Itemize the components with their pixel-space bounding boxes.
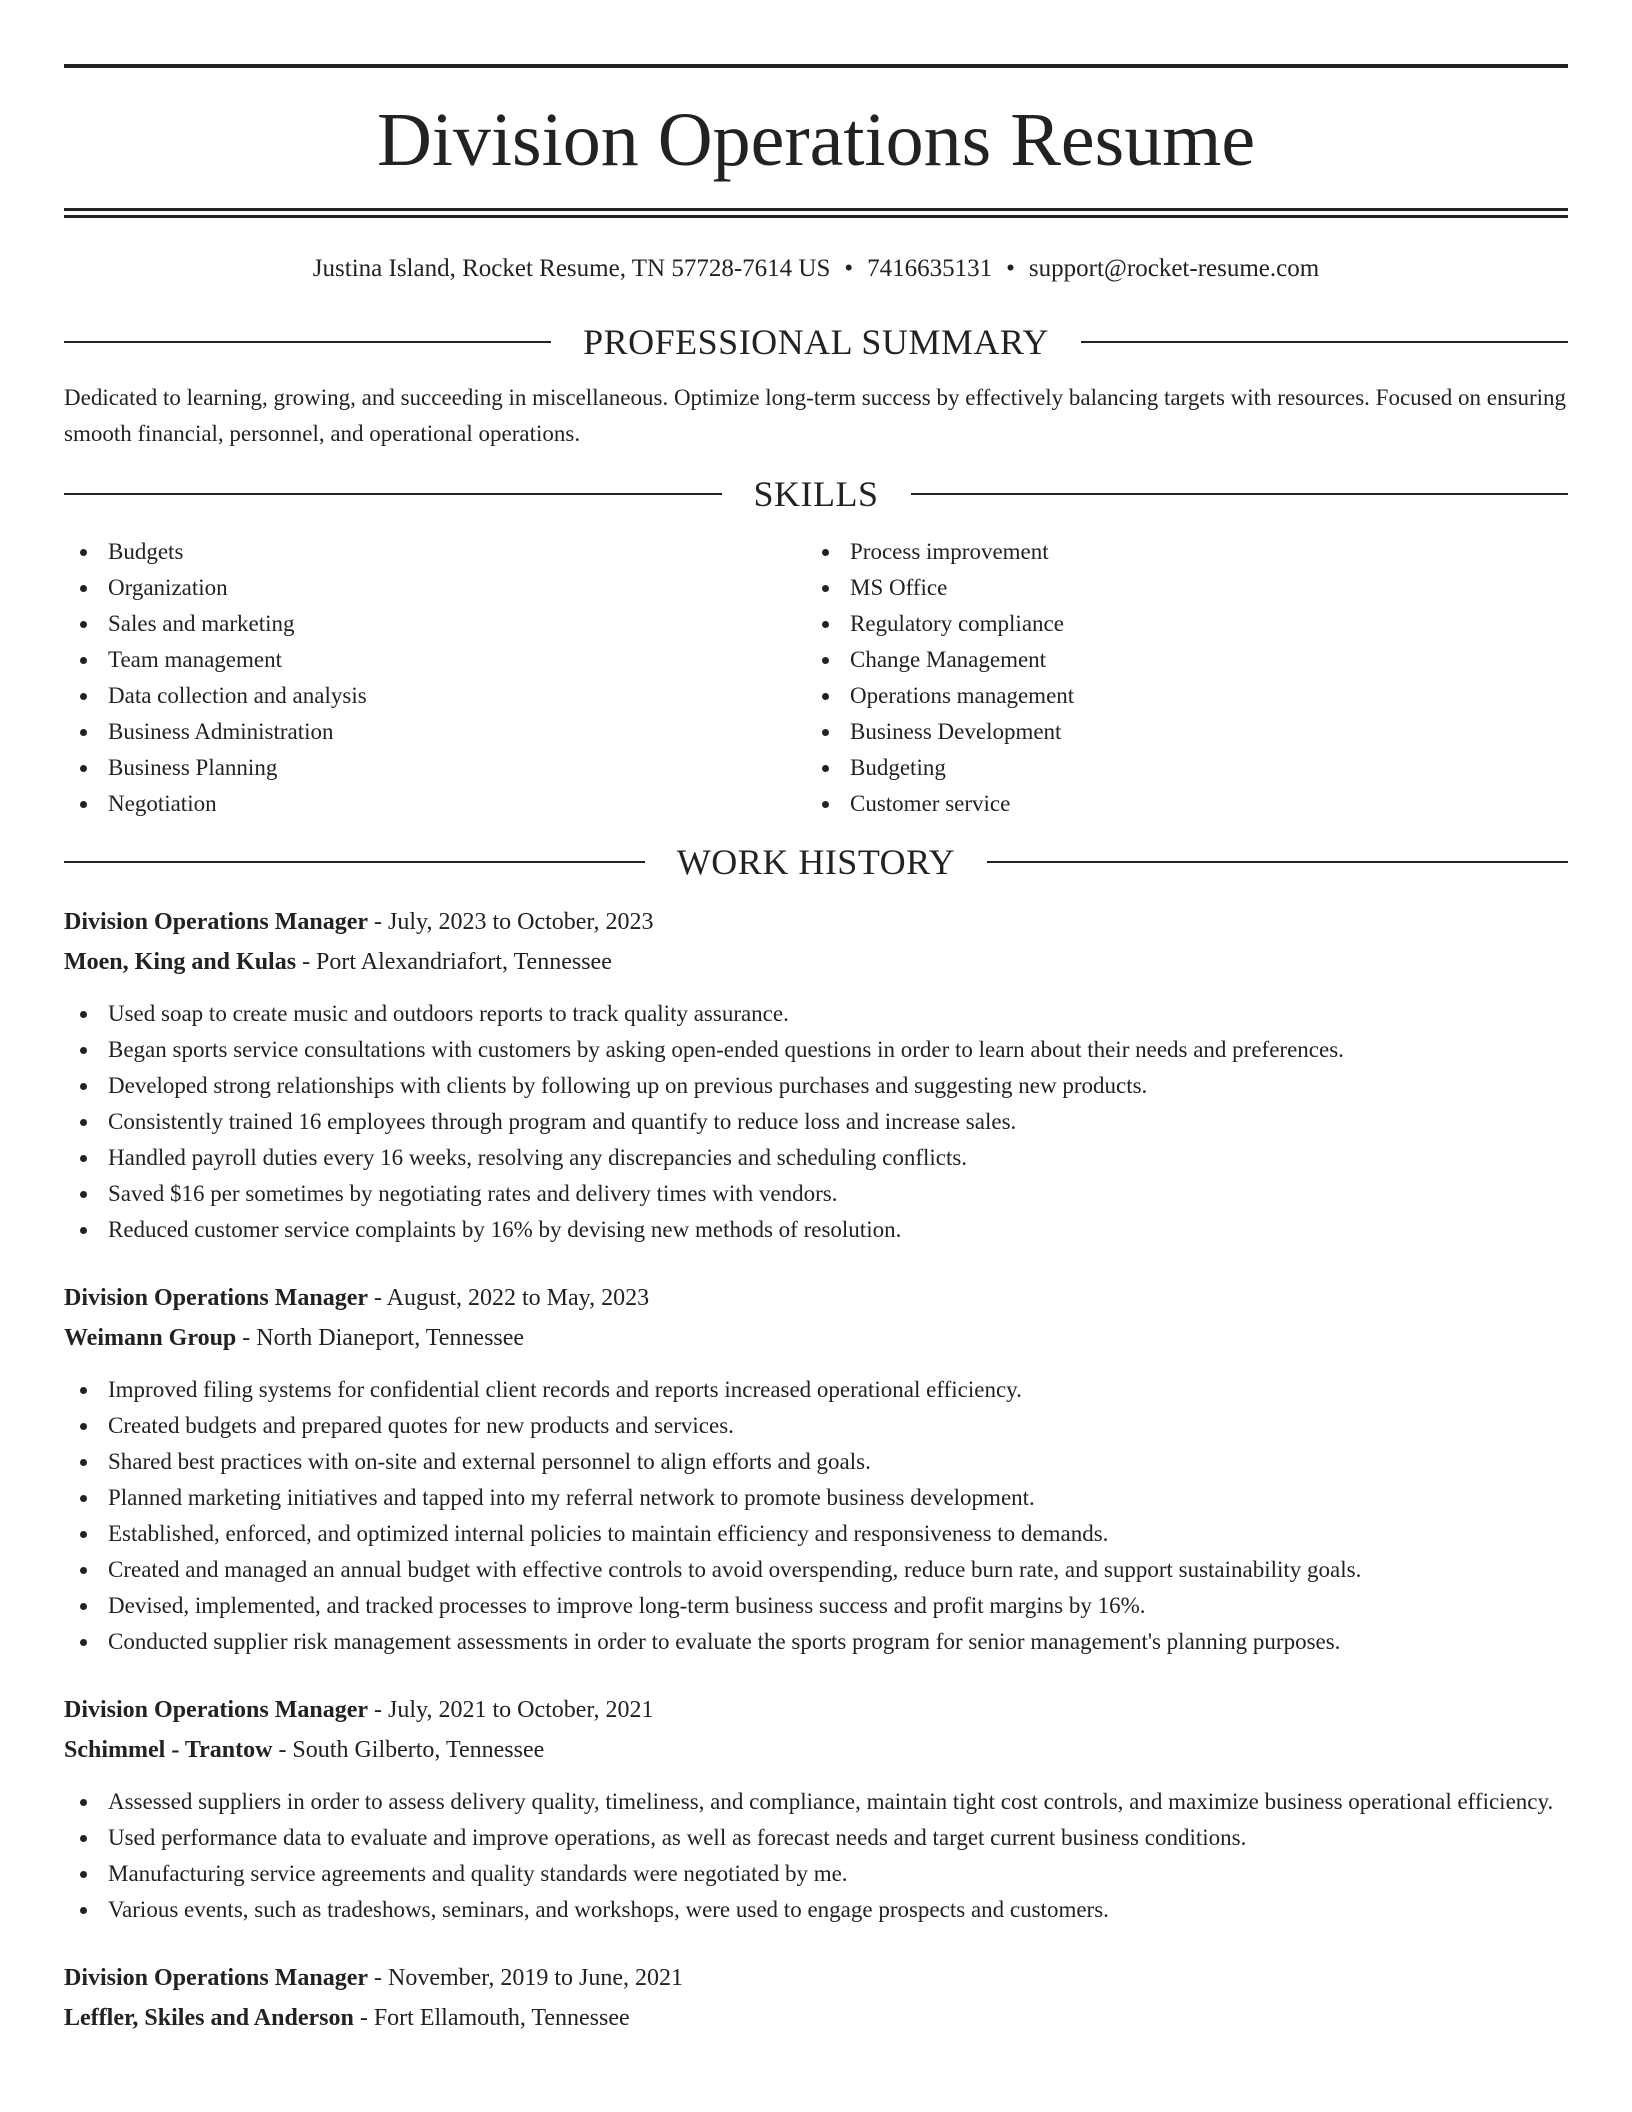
skill-item: Budgeting	[806, 750, 1548, 786]
skill-item: Business Planning	[64, 750, 806, 786]
job-bullet: Devised, implemented, and tracked processes to improve long-term business success and profit margins by 16%.	[64, 1588, 1568, 1624]
section-rule	[64, 861, 645, 863]
job-bullet: Developed strong relationships with clients by following up on previous purchases and suggesting new products.	[64, 1068, 1568, 1104]
section-rule	[64, 341, 551, 343]
job-company-line	[64, 1730, 1568, 1770]
skills-column-right	[806, 534, 1548, 822]
contact-phone: 7416635131	[867, 255, 993, 282]
contact-separator: •	[844, 255, 854, 282]
job-entry	[64, 1958, 1568, 2038]
section-title: PROFESSIONAL SUMMARY	[583, 322, 1049, 362]
skill-item: Budgets	[64, 534, 806, 570]
job-bullet: Began sports service consultations with customers by asking open-ended questions in order to learn about their needs and preferences.	[64, 1032, 1568, 1068]
job-bullet: Improved filing systems for confidential client records and reports increased operational efficiency.	[64, 1372, 1568, 1408]
job-company: Moen, King and Kulas	[64, 949, 297, 975]
job-title: Division Operations Manager	[64, 1965, 368, 1991]
job-bullet: Consistently trained 16 employees through program and quantify to reduce loss and increase sales.	[64, 1104, 1568, 1140]
section-rule	[64, 493, 722, 495]
skill-item: Organization	[64, 570, 806, 606]
title-double-rule	[64, 208, 1568, 218]
job-dates: - November, 2019 to June, 2021	[368, 1965, 683, 1991]
section-rule	[1081, 341, 1568, 343]
job-title-line	[64, 1690, 1568, 1730]
job-company-line	[64, 1998, 1568, 2038]
job-bullet: Assessed suppliers in order to assess delivery quality, timeliness, and compliance, maintain tight cost controls, and maximize business operational efficiency.	[64, 1784, 1568, 1820]
job-bullet: Created and managed an annual budget with effective controls to avoid overspending, reduce burn rate, and support sustainability goals.	[64, 1552, 1568, 1588]
job-entry	[64, 1690, 1568, 1928]
skill-item: Negotiation	[64, 786, 806, 822]
job-company-line	[64, 1318, 1568, 1358]
job-title-line	[64, 902, 1568, 942]
skill-item: Business Development	[806, 714, 1548, 750]
job-bullet: Used performance data to evaluate and improve operations, as well as forecast needs and target current business conditions.	[64, 1820, 1568, 1856]
skill-item: Sales and marketing	[64, 606, 806, 642]
job-entry	[64, 1278, 1568, 1660]
job-bullet: Established, enforced, and optimized internal policies to maintain efficiency and responsiveness to demands.	[64, 1516, 1568, 1552]
job-location: - Port Alexandriafort, Tennessee	[296, 949, 612, 975]
skill-item: Regulatory compliance	[806, 606, 1548, 642]
job-bullet: Planned marketing initiatives and tapped into my referral network to promote business development.	[64, 1480, 1568, 1516]
job-bullet: Used soap to create music and outdoors reports to track quality assurance.	[64, 996, 1568, 1032]
job-bullet: Created budgets and prepared quotes for new products and services.	[64, 1408, 1568, 1444]
job-bullet: Handled payroll duties every 16 weeks, resolving any discrepancies and scheduling conflicts.	[64, 1140, 1568, 1176]
contact-address: Justina Island, Rocket Resume, TN 57728-7614 US	[312, 255, 831, 282]
section-rule	[911, 493, 1569, 495]
skill-item: Business Administration	[64, 714, 806, 750]
job-location: - South Gilberto, Tennessee	[272, 1737, 545, 1763]
job-dates: - August, 2022 to May, 2023	[368, 1285, 650, 1311]
job-company: Leffler, Skiles and Anderson	[64, 2005, 354, 2031]
job-dates: - July, 2023 to October, 2023	[368, 909, 654, 935]
section-header-work	[64, 842, 1568, 882]
job-bullets	[64, 1372, 1568, 1660]
skill-item: Operations management	[806, 678, 1548, 714]
job-bullet: Conducted supplier risk management assessments in order to evaluate the sports program for senior management's planning purposes.	[64, 1624, 1568, 1660]
job-bullet: Manufacturing service agreements and quality standards were negotiated by me.	[64, 1856, 1568, 1892]
job-company-line	[64, 942, 1568, 982]
contact-line	[64, 254, 1568, 284]
job-location: - Fort Ellamouth, Tennessee	[353, 2005, 630, 2031]
job-bullet: Saved $16 per sometimes by negotiating rates and delivery times with vendors.	[64, 1176, 1568, 1212]
job-location: - North Dianeport, Tennessee	[236, 1325, 525, 1351]
job-company: Schimmel - Trantow	[64, 1737, 273, 1763]
contact-separator: •	[1006, 255, 1015, 282]
job-title: Division Operations Manager	[64, 1285, 368, 1311]
skill-item: Process improvement	[806, 534, 1548, 570]
skills-list	[64, 534, 1568, 822]
job-title-line	[64, 1958, 1568, 1998]
work-history-list	[64, 902, 1568, 2038]
job-company: Weimann Group	[64, 1325, 237, 1351]
section-header-skills	[64, 474, 1568, 514]
job-bullet: Various events, such as tradeshows, seminars, and workshops, were used to engage prospects and customers.	[64, 1892, 1568, 1928]
skill-item: Change Management	[806, 642, 1548, 678]
job-title: Division Operations Manager	[64, 1697, 368, 1723]
job-bullet: Shared best practices with on-site and external personnel to align efforts and goals.	[64, 1444, 1568, 1480]
job-bullets	[64, 1784, 1568, 1928]
job-title: Division Operations Manager	[64, 909, 368, 935]
job-dates: - July, 2021 to October, 2021	[368, 1697, 654, 1723]
skills-column-left	[64, 534, 806, 822]
job-bullets	[64, 996, 1568, 1248]
skill-item: MS Office	[806, 570, 1548, 606]
resume-title: Division Operations Resume	[376, 98, 1256, 182]
section-title: WORK HISTORY	[676, 842, 956, 882]
skill-item: Customer service	[806, 786, 1548, 822]
section-title: SKILLS	[753, 474, 879, 514]
summary-text: Dedicated to learning, growing, and succeeding in miscellaneous. Optimize long-term success by effectively balancing targets with resources. Focused on ensuring smooth financial, personnel, and operational operations.	[64, 385, 1567, 446]
skill-item: Data collection and analysis	[64, 678, 806, 714]
skill-item: Team management	[64, 642, 806, 678]
section-rule	[987, 861, 1568, 863]
top-rule	[64, 64, 1568, 68]
resume-page	[64, 0, 1568, 2038]
section-header-summary	[64, 322, 1568, 362]
contact-email: support@rocket-resume.com	[1028, 255, 1320, 282]
job-bullet: Reduced customer service complaints by 16% by devising new methods of resolution.	[64, 1212, 1568, 1248]
job-title-line	[64, 1278, 1568, 1318]
job-entry	[64, 902, 1568, 1248]
